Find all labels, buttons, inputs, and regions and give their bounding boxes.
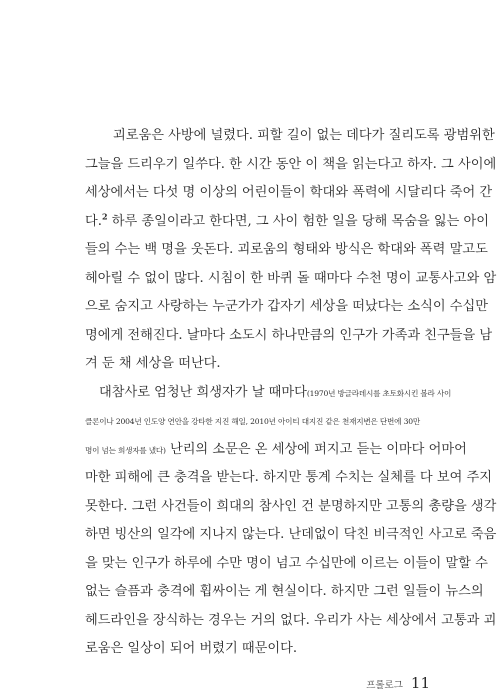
text-line: 그늘을 드리우기 일쑤다. 한 시간 동안 이 책을 읽는다고 하자. 그 사이에	[85, 157, 497, 172]
text-line: 겨 둔 채 세상을 떠난다.	[85, 356, 221, 371]
parenthetical-note: 클론이나 2004년 인도양 연안을 강타한 지진 해일, 2010년 아이티 대지진 같은 천재지변은 단번에 30만	[85, 417, 420, 426]
parenthetical-note: 명이 넘는 희생자를 냈다)	[85, 446, 166, 455]
text-line: 괴로움은 사방에 널렸다. 피할 길이 없는 데다가 질리도록 광범위한	[113, 128, 495, 143]
text-line: 못한다. 그런 사건들이 희대의 참사인 건 분명하지만 고통의 총량을 생각	[85, 499, 497, 514]
text-line: 하면 빙산의 일각에 지나지 않는다. 난데없이 닥친 비극적인 사고로 죽음	[85, 527, 497, 542]
text-run: 다.	[85, 214, 102, 229]
text-line: 없는 슬픔과 충격에 휩싸이는 게 현실이다. 하지만 그런 일들이 뉴스의	[85, 584, 484, 599]
text-line	[85, 383, 452, 404]
text-line: 세상에서는 다섯 명 이상의 어린이들이 학대와 폭력에 시달리다 죽어 간	[85, 185, 493, 200]
footnote-marker: 2	[101, 211, 108, 222]
parenthetical-note: (1970년 방글라데시를 초토화시킨 볼라 사이	[306, 389, 452, 398]
text-run: 난리의 소문은 온 세상에 퍼지고 듣는 이마다 어마어	[165, 442, 467, 457]
text-line	[85, 440, 467, 461]
text-line: 헤아릴 수 없이 많다. 시침이 한 바퀴 돌 때마다 수천 명이 교통사고와 암	[85, 271, 497, 286]
text-line	[85, 211, 490, 232]
text-run: 대참사로 엄청난 희생자가 날 때마다	[99, 385, 307, 400]
text-line: 마한 피해에 큰 충격을 받는다. 하지만 통계 수치는 실체를 다 보여 주지	[85, 470, 492, 485]
text-line: 으로 숨지고 사랑하는 누군가가 갑자기 세상을 떠났다는 소식이 수십만	[85, 299, 488, 314]
text-line	[85, 411, 420, 432]
text-run: 하루 종일이라고 한다면, 그 사이 험한 일을 당해 목숨을 잃는 아이	[107, 214, 490, 229]
page-number: 11	[410, 674, 430, 692]
text-line: 명에게 전해진다. 날마다 소도시 하나만큼의 인구가 가족과 친구들을 남	[85, 328, 493, 343]
page-footer	[360, 674, 430, 694]
text-line: 로움은 일상이 되어 버렸기 때문이다.	[85, 641, 298, 656]
text-line: 헤드라인을 장식하는 경우는 거의 없다. 우리가 사는 세상에서 고통과 괴	[85, 613, 497, 628]
text-line: 들의 수는 백 명을 웃돈다. 괴로움의 형태와 방식은 학대와 폭력 말고도	[85, 242, 488, 257]
text-line: 을 맞는 인구가 하루에 수만 명이 넘고 수십만에 이르는 이들이 말할 수	[85, 556, 488, 571]
section-title: 프롤로그	[366, 680, 403, 691]
